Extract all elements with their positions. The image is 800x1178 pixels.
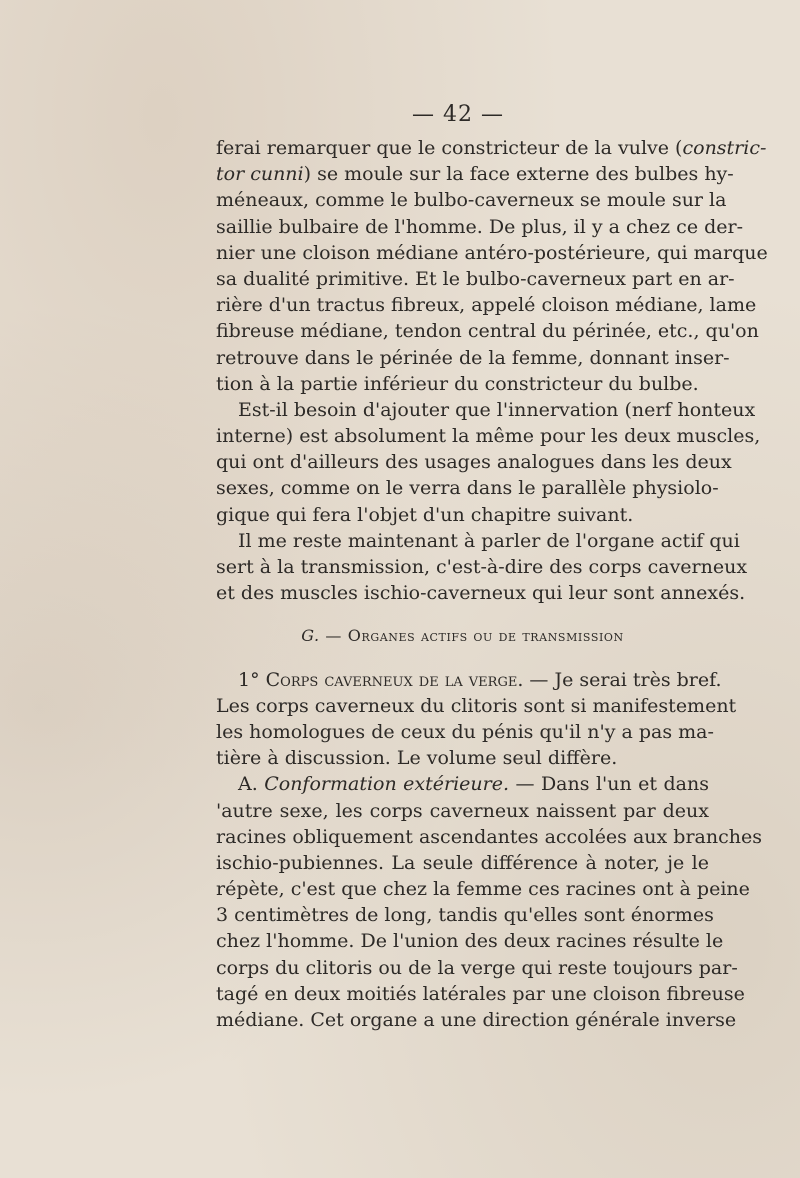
text-span: A. — [238, 773, 265, 796]
text-line: interne) est absolument la même pour les deux muscles, — [216, 425, 761, 448]
italic-text: Conformation extérieure. — [264, 773, 510, 796]
text-span: 1° — [238, 668, 266, 691]
text-line: Les corps caverneux du clitoris sont si manifestement — [216, 694, 737, 717]
text-line: médiane. Cet organe a une direction générale inverse — [216, 1009, 737, 1031]
text-line: 3 centimètres de long, tandis qu'elles sont énormes — [216, 904, 714, 927]
text-line: les homologues de ceux du pénis qu'il n'y a pas ma- — [216, 720, 714, 743]
text-line: rière d'un tractus fibreux, appelé cloison médiane, lame — [216, 294, 757, 317]
text-line — [216, 667, 722, 693]
text-line: et des muscles ischio-caverneux qui leur sont annexés. — [216, 582, 746, 605]
heading-title: Organes actifs ou de transmission — [347, 626, 624, 646]
text-line: sexes, comme on le verra dans le parallèle physiolo- — [216, 477, 719, 500]
text-span: ferai remarquer que le constricteur de la vulve ( — [216, 137, 683, 159]
page-number: — 42 — — [412, 102, 504, 127]
italic-text: constric- — [682, 137, 767, 159]
text-line: tagé en deux moitiés latérales par une cloison fibreuse — [216, 982, 745, 1005]
body-text — [216, 135, 768, 1033]
text-line: tière à discussion. Le volume seul diffère. — [216, 747, 618, 770]
text-line: chez l'homme. De l'union des deux racines résulte le — [216, 930, 724, 953]
text-line: corps du clitoris ou de la verge qui reste toujours par- — [216, 956, 738, 979]
text-line: sa dualité primitive. Et le bulbo-caverneux part en ar- — [216, 267, 735, 290]
text-line: nier une cloison médiane antéro-postérieure, qui marque — [216, 241, 768, 264]
text-line: fibreuse médiane, tendon central du périnée, etc., qu'on — [216, 320, 759, 343]
text-span: ) se moule sur la face externe des bulbes hy- — [303, 163, 734, 186]
section-heading — [216, 623, 709, 649]
text-line: retrouve dans le périnée de la femme, donnant inser- — [216, 346, 730, 369]
italic-text: tor cunni — [216, 163, 304, 186]
text-line: sert à la transmission, c'est-à-dire des corps caverneux — [216, 556, 748, 578]
text-line: saillie bulbaire de l'homme. De plus, il y a chez ce der- — [216, 215, 744, 238]
text-line — [216, 771, 709, 797]
text-line: 'autre sexe, les corps caverneux naissent par deux — [216, 799, 709, 822]
text-line: racines obliquement ascendantes accolées aux branches — [216, 825, 762, 848]
text-line — [216, 161, 734, 187]
text-line: méneaux, comme le bulbo-caverneux se moule sur la — [216, 189, 727, 212]
spacer — [216, 606, 709, 623]
text-line: tion à la partie inférieur du constricteur du bulbe. — [216, 372, 699, 395]
text-line: Est-il besoin d'ajouter que l'innervation (nerf honteux — [238, 398, 756, 421]
text-line: gique qui fera l'objet d'un chapitre suivant. — [216, 503, 634, 526]
text-line: qui ont d'ailleurs des usages analogues dans les deux — [216, 451, 732, 474]
text-line: Il me reste maintenant à parler de l'organe actif qui — [238, 529, 740, 552]
text-line: répète, c'est que chez la femme ces racines ont à peine — [216, 878, 750, 901]
text-line: ischio-pubiennes. La seule différence à noter, je le — [216, 851, 709, 874]
text-span: — Je serai très bref. — [523, 668, 722, 691]
text-span: — Dans l'un et dans — [509, 773, 709, 796]
subsection-title: Corps caverneux de la verge. — [265, 668, 524, 691]
text-line — [216, 135, 767, 161]
heading-letter: G. — [301, 626, 320, 646]
heading-dash: — — [319, 626, 348, 646]
spacer — [216, 650, 709, 667]
